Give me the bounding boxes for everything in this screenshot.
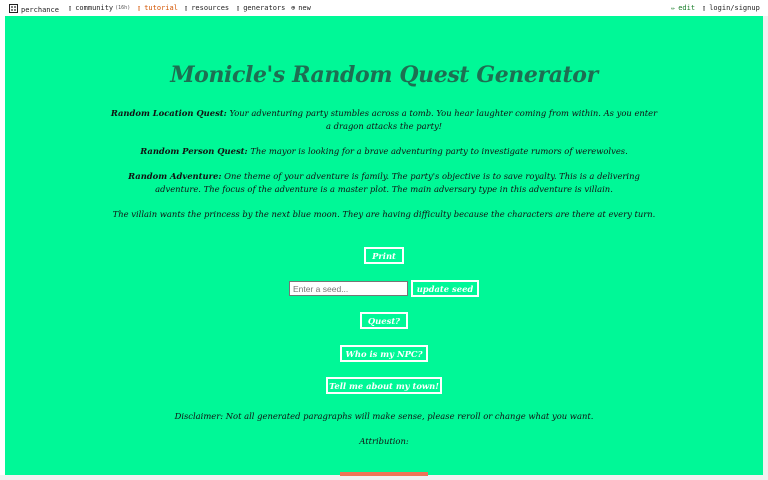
nav-resources[interactable]	[184, 4, 229, 12]
generators-icon: ▯	[236, 4, 241, 12]
nav-perchance-label: perchance	[21, 5, 59, 14]
nav-resources-label: resources	[191, 4, 230, 12]
location-quest-paragraph	[110, 107, 658, 132]
attribution-text: Attribution:	[359, 436, 409, 446]
person-quest-label: Random Person Quest:	[140, 146, 248, 156]
resources-icon: ▯	[184, 4, 189, 12]
villain-paragraph: The villain wants the princess by the next blue moon. They are having difficulty because the characters are there at every turn.	[112, 209, 656, 219]
plus-circle-icon: ⊕	[291, 4, 296, 12]
page-title: Monicle's Random Quest Generator	[170, 62, 598, 88]
chat-icon: ▯	[68, 4, 73, 12]
community-activity-badge: (16h)	[115, 5, 131, 11]
adventure-text: One theme of your adventure is family. The party's objective is to save royalty. This is a delivering adventure. The focus of the adventure is a master plot. The main adversary type in this adventure is villain.	[155, 171, 640, 194]
nav-login-label: login/signup	[709, 4, 760, 12]
nav-generators-label: generators	[243, 4, 286, 12]
adventure-paragraph	[110, 170, 658, 195]
disclaimer-text: Disclaimer: Not all generated paragraphs will make sense, please reroll or change what you want.	[174, 411, 594, 421]
nav-edit[interactable]	[671, 4, 695, 12]
location-quest-text: Your adventuring party stumbles across a tomb. You hear laughter coming from within. As you enter a dragon attacks the party!	[229, 108, 658, 131]
pencil-icon: ✏	[671, 4, 676, 12]
nav-tutorial-label: tutorial	[144, 4, 178, 12]
nav-community[interactable]	[68, 4, 130, 12]
bottom-orange-bar	[340, 472, 428, 476]
adventure-label: Random Adventure:	[128, 171, 222, 181]
print-button[interactable]: Print	[364, 247, 404, 264]
nav-login[interactable]	[702, 4, 760, 12]
nav-edit-label: edit	[678, 4, 696, 12]
book-icon: ▯	[137, 4, 142, 12]
person-quest-paragraph	[110, 145, 658, 158]
nav-tutorial[interactable]	[137, 4, 178, 12]
nav-perchance[interactable]	[9, 4, 59, 15]
update-seed-button[interactable]: update seed	[411, 280, 479, 297]
seed-input[interactable]	[289, 281, 408, 296]
dice-icon	[9, 4, 18, 15]
location-quest-label: Random Location Quest:	[110, 108, 227, 118]
nav-new-label: new	[298, 4, 311, 12]
town-button[interactable]: Tell me about my town!	[326, 377, 442, 394]
quest-button[interactable]: Quest?	[360, 312, 408, 329]
top-navigation-bar	[0, 0, 768, 16]
nav-community-label: community	[75, 4, 114, 12]
npc-button[interactable]: Who is my NPC?	[340, 345, 428, 362]
nav-new[interactable]	[291, 4, 311, 12]
person-quest-text: The mayor is looking for a brave adventuring party to investigate rumors of werewolves.	[250, 146, 628, 156]
user-icon: ▯	[702, 4, 707, 12]
nav-generators[interactable]	[236, 4, 285, 12]
